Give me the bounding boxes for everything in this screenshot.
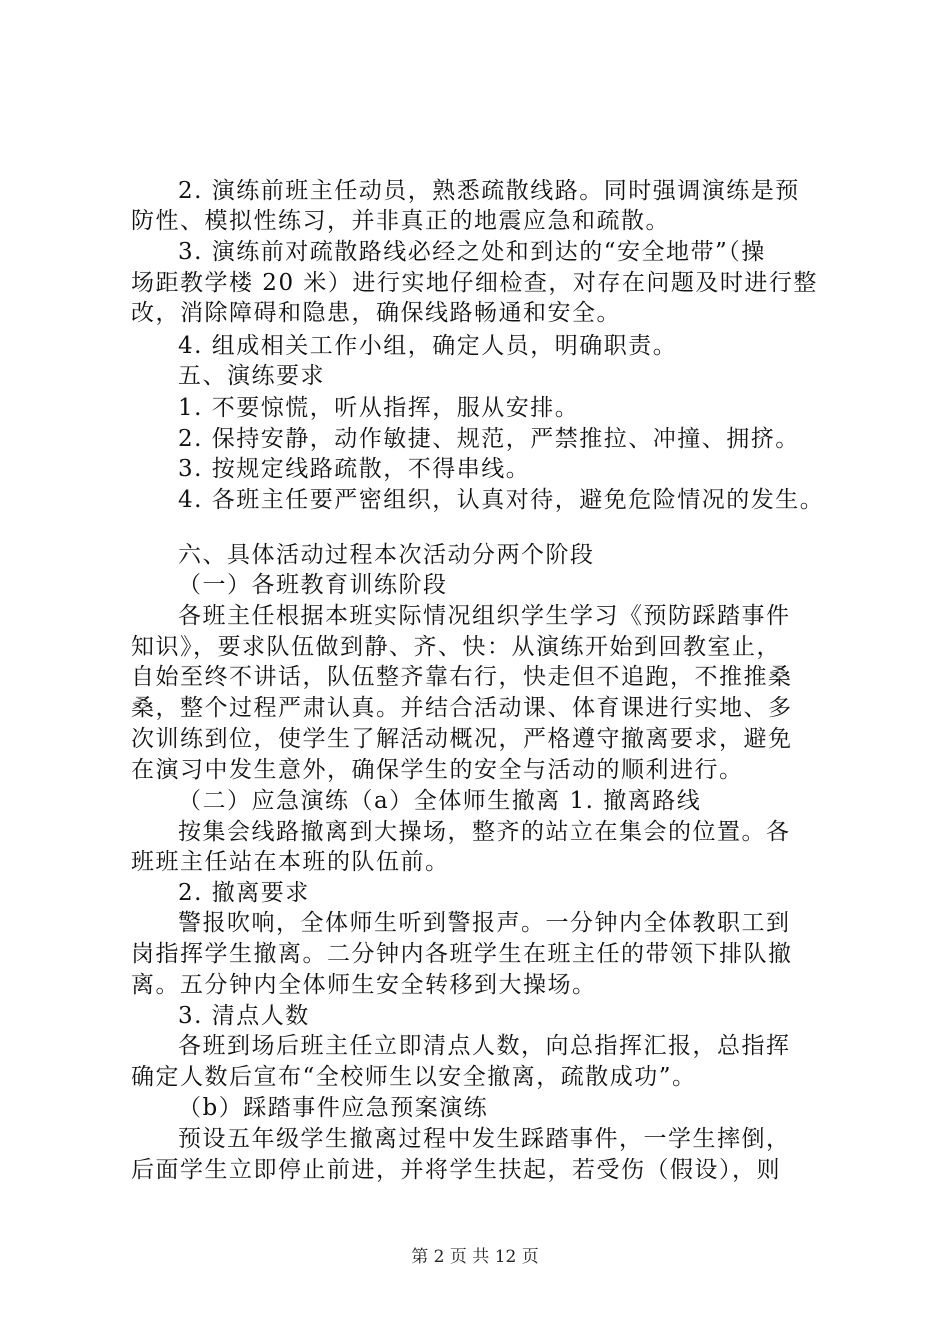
subsection-heading: 2. 撤离要求 — [178, 880, 310, 906]
subsection-heading: （b）踩踏事件应急预案演练 — [178, 1095, 489, 1121]
paragraph-line: 预设五年级学生撤离过程中发生踩踏事件，一学生摔倒， — [178, 1126, 791, 1152]
paragraph-line: 各班到场后班主任立即清点人数，向总指挥汇报，总指挥 — [178, 1033, 791, 1059]
paragraph-line: 自始至终不讲话，队伍整齐靠右行，快走但不追跑，不推推桑 — [131, 664, 793, 690]
paragraph-line: 桑，整个过程严肃认真。并结合活动课、体育课进行实地、多 — [131, 695, 793, 721]
paragraph-line: 各班主任根据本班实际情况组织学生学习《预防踩踏事件 — [178, 603, 791, 629]
paragraph-line: 确定人数后宣布“全校师生以安全撤离，疏散成功”。 — [131, 1064, 697, 1090]
paragraph-line: 次训练到位，使学生了解活动概况，严格遵守撤离要求，避免 — [131, 726, 793, 752]
paragraph-line: 警报吹响，全体师生听到警报声。一分钟内全体教职工到 — [178, 910, 791, 936]
list-item: 1. 不要惊慌，听从指挥，服从安排。 — [178, 395, 580, 421]
subsection-heading: 3. 清点人数 — [178, 1003, 310, 1029]
list-item: 3. 按规定线路疏散，不得串线。 — [178, 456, 531, 482]
list-item: 2. 保持安静，动作敏捷、规范，严禁推拉、冲撞、拥挤。 — [178, 426, 800, 452]
paragraph-line: 知识》，要求队伍做到静、齐、快：从演练开始到回教室止， — [131, 634, 781, 660]
subsection-heading: （二）应急演练（a）全体师生撤离 1. 撤离路线 — [178, 788, 702, 814]
paragraph-line: 后面学生立即停止前进，并将学生扶起，若受伤（假设），则 — [131, 1157, 781, 1183]
paragraph-line: 在演习中发生意外，确保学生的安全与活动的顺利进行。 — [131, 757, 744, 783]
paragraph-line: 4. 组成相关工作小组，确定人员，明确职责。 — [178, 333, 678, 359]
paragraph-line: 改，消除障碍和隐患，确保线路畅通和安全。 — [131, 300, 621, 326]
paragraph-line: 离。五分钟内全体师生安全转移到大操场。 — [131, 972, 597, 998]
paragraph-line: 3. 演练前对疏散路线必经之处和到达的“安全地带”（操 — [178, 239, 766, 265]
paragraph-line: 2. 演练前班主任动员，熟悉疏散线路。同时强调演练是预 — [178, 178, 800, 204]
paragraph-line: 按集会线路撤离到大操场，整齐的站立在集会的位置。各 — [178, 819, 791, 845]
list-item: 4. 各班主任要严密组织，认真对待，避免危险情况的发生。 — [178, 487, 825, 513]
page-footer: 第 2 页 共 12 页 — [411, 1247, 539, 1267]
subsection-heading: （一）各班教育训练阶段 — [178, 572, 448, 598]
paragraph-line: 场距教学楼 20 米）进行实地仔细检查，对存在问题及时进行整 — [131, 270, 818, 296]
section-heading: 六、具体活动过程本次活动分两个阶段 — [178, 542, 595, 568]
section-heading: 五、演练要求 — [178, 363, 325, 389]
paragraph-line: 防性、模拟性练习，并非真正的地震应急和疏散。 — [131, 208, 670, 234]
paragraph-line: 班班主任站在本班的队伍前。 — [131, 849, 450, 875]
paragraph-line: 岗指挥学生撤离。二分钟内各班学生在班主任的带领下排队撤 — [131, 941, 793, 967]
